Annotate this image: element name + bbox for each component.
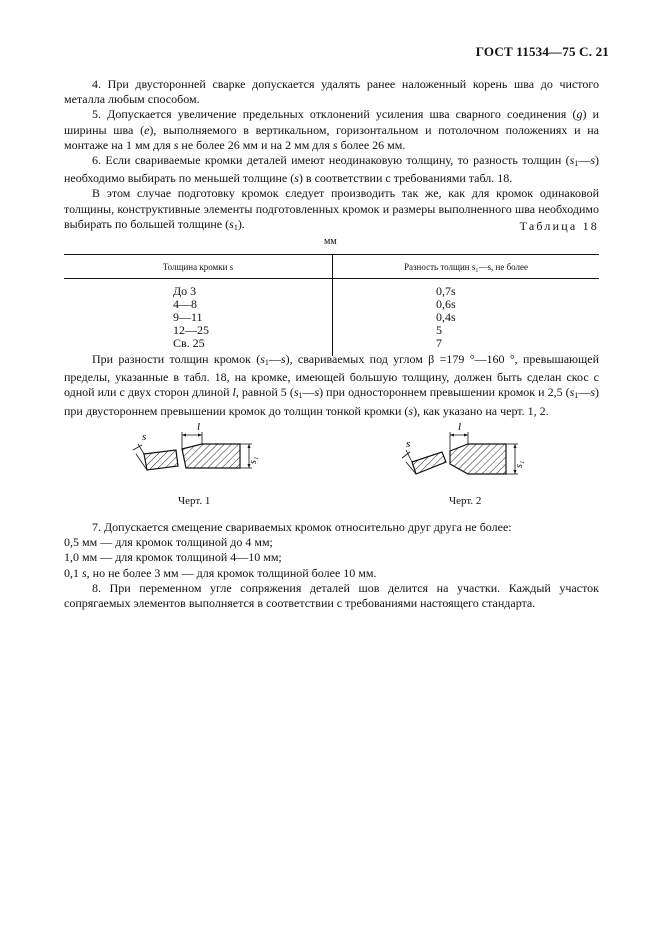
thin-plate <box>144 450 178 470</box>
table-header-thickness: Толщина кромки s <box>64 255 333 279</box>
paragraph-bevel-text: При разности толщин кромок $(s_1—s)$, свариваемых под углом β =179 °—160 °, превышающей пределы, указанные в табл. 18, на кромке, имеющей большую толщину, должен быть сделан скос с одной или с двух сторон длиной l, равной 5 $(s_1—s)$ при одностороннем превышении кромок и 2,5 $(s_1—s)$ при двустороннем превышении кромок до толщин тонкой кромки (s), как указано на черт. 1, 2. <box>64 352 600 418</box>
figure-2-caption: Черт. 2 <box>449 495 482 507</box>
paragraph-6-cont: В этом случае подготовку кромок следует производить так же, как для кромок одинаковой толщины, конструктивные элементы подготовленных кромок и размеры выполненного шва необходимо выбирать по большей толщине $(s_1)$. <box>64 186 599 232</box>
table-unit: мм <box>324 236 337 247</box>
fig2-label-l: l <box>458 421 462 433</box>
thick-plate <box>450 444 506 474</box>
table-row: 9—11 0,4s <box>64 311 599 324</box>
fig2-label-s1: s₁ <box>514 460 525 468</box>
fig2-label-s: s <box>406 438 411 450</box>
paragraph-7-item-2: 1,0 мм — для кромок толщиной 4—10 мм; <box>64 550 282 565</box>
table-header-difference: Разность толщин s₁—s, не более <box>333 255 600 279</box>
figure-2-drawing <box>396 418 536 498</box>
table-row: 4—8 0,6s <box>64 298 599 311</box>
paragraph-7-item-1: 0,5 мм — для кромок толщиной до 4 мм; <box>64 535 273 550</box>
paragraph-4: 4. При двусторонней сварке допускается удалять ранее наложенный корень шва до чистого металла любым способом. <box>64 77 599 107</box>
paragraph-8: 8. При переменном угле сопряжения деталей шов делится на участки. Каждый участок сопрягаемых элементов выполняется в соответствии с требованиями настоящего стандарта. <box>64 580 599 611</box>
paragraph-5: 5. Допускается увеличение предельных отклонений усиления шва сварного соединения (g) и ширины шва (e), выполняемого в вертикальном, горизонтальном и потолочном положениях и на монтаже на 1 мм для s не более 26 мм и на 2 мм для s более 26 мм. <box>64 107 599 152</box>
thin-plate <box>412 452 446 474</box>
fig1-label-s1: s₁ <box>248 456 259 464</box>
table-row: 12—25 5 <box>64 324 599 337</box>
paragraphs-top <box>64 77 599 235</box>
page-header: ГОСТ 11534—75 С. 21 <box>475 44 609 59</box>
figure-1-caption: Черт. 1 <box>178 495 211 507</box>
figure-1-drawing <box>130 418 270 498</box>
table-18 <box>64 254 599 356</box>
thick-plate <box>182 444 240 468</box>
paragraph-7-item-3: 0,1 s, но не более 3 мм — для кромок толщиной более 10 мм. <box>64 565 377 580</box>
fig1-label-s: s <box>142 431 147 443</box>
paragraphs-bottom <box>64 520 599 611</box>
paragraph-7: 7. Допускается смещение свариваемых кромок относительно друг друга не более: <box>92 520 512 534</box>
fig1-label-l: l <box>197 421 201 433</box>
table-row: До 3 0,7s <box>64 285 599 298</box>
paragraph-bevel <box>64 352 599 419</box>
paragraph-6: 6. Если свариваемые кромки деталей имеют неодинаковую толщину, то разность толщин $(s_1—s)$ необходимо выбирать по меньшей толщине (s) в соответствии с требованиями табл. 18. <box>64 153 599 186</box>
table-row: Св. 25 7 <box>64 337 599 350</box>
table-title: Таблица 18 <box>519 219 599 233</box>
